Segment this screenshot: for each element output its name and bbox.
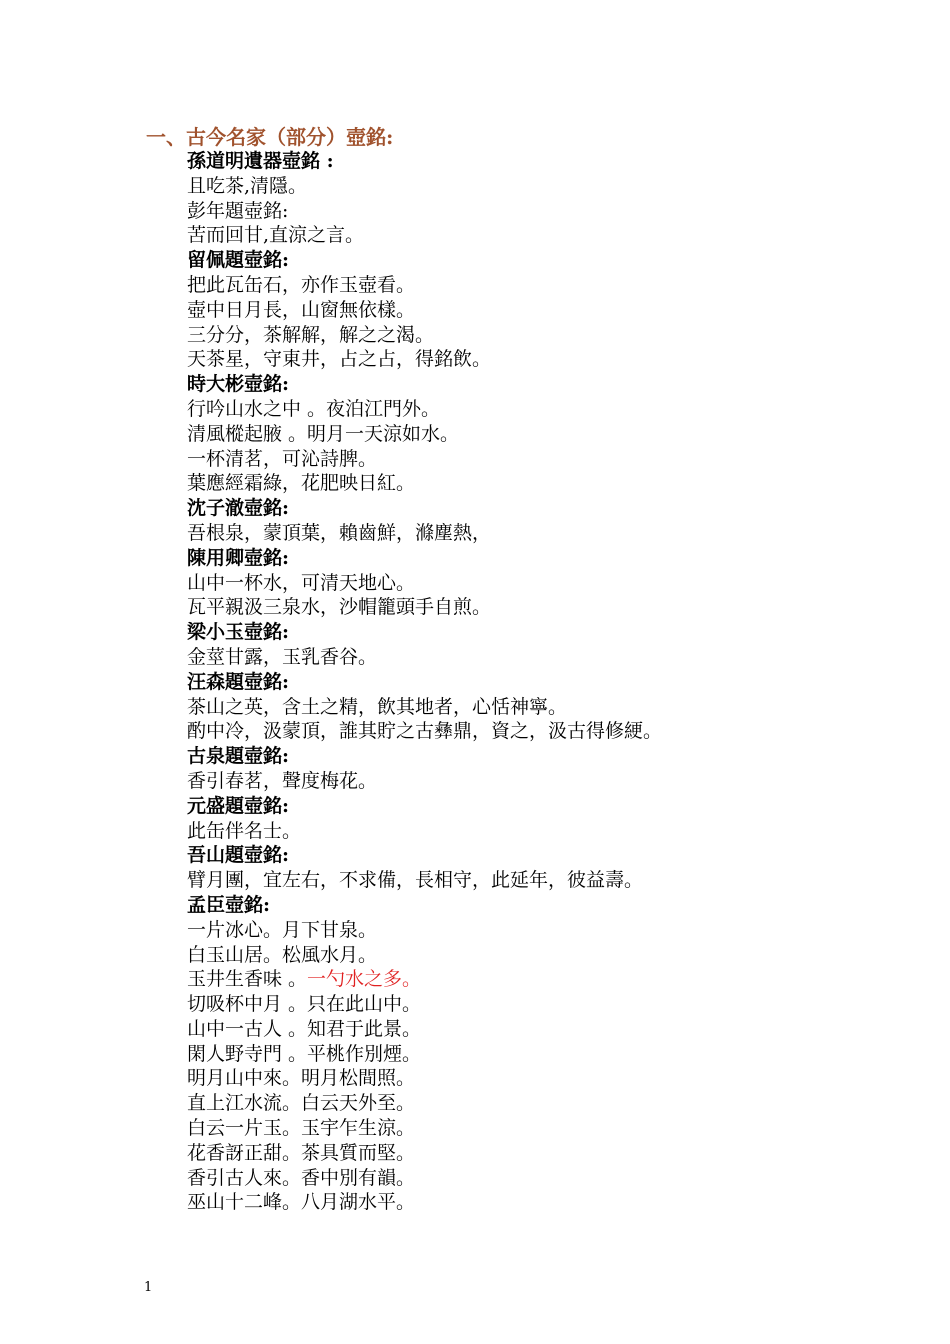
inscription-text: 山中一杯水，可清天地心。: [187, 571, 416, 594]
inscription-heading: 梁小玉壺銘:: [187, 621, 290, 644]
inscription-line: [187, 918, 927, 943]
inscription-text: 茶山之英，含土之精，飲其地者，心恬神寧。: [187, 695, 568, 718]
inscription-line: [187, 298, 927, 323]
inscription-text: 瓦平親汲三泉水，沙帽籠頭手自煎。: [187, 596, 492, 619]
inscription-text: 彭年題壺銘:: [187, 199, 289, 222]
inscription-heading: 時大彬壺銘:: [187, 373, 290, 396]
inscription-list: [187, 149, 927, 1215]
page-number: 1: [144, 1280, 153, 1295]
inscription-line: [187, 1166, 927, 1191]
inscription-heading: 沈子澈壺銘:: [187, 497, 290, 520]
inscription-text: 三分分，茶解解，解之之渴。: [187, 323, 435, 346]
inscription-line: [187, 174, 927, 199]
inscription-line: [187, 819, 927, 844]
inscription-text: 白玉山居。松風水月。: [187, 943, 378, 966]
inscription-line: [187, 1066, 927, 1091]
inscription-text: 山中一古人 。知君于此景。: [187, 1017, 422, 1040]
inscription-heading: 留佩題壺銘:: [187, 249, 290, 272]
inscription-line: [187, 273, 927, 298]
inscription-text: 把此瓦缶石，亦作玉壺看。: [187, 273, 416, 296]
inscription-text: 苦而回甘,直涼之言。: [187, 224, 365, 247]
inscription-text: 直上江水流。白云天外至。: [187, 1092, 416, 1115]
inscription-line: [187, 868, 927, 893]
inscription-heading: 孫道明遺器壺銘 :: [187, 150, 334, 172]
inscription-line: [187, 645, 927, 670]
inscription-text: 吾根泉，蒙頂葉，賴齒鮮，滌塵熱，: [187, 521, 492, 544]
inscription-text: 此缶伴名士。: [187, 819, 302, 842]
inscription-line: [187, 1017, 927, 1042]
inscription-text: 天茶星，守東井，占之占，得銘飲。: [187, 348, 492, 371]
inscription-line: [187, 1091, 927, 1116]
inscription-text: 葉應經霜綠，花肥映日紅。: [187, 472, 416, 495]
inscription-heading: 汪森題壺銘:: [187, 670, 290, 693]
inscription-line: [187, 719, 927, 744]
inscription-line: [187, 323, 927, 348]
inscription-line: [187, 1141, 927, 1166]
inscription-text: 明月山中來。明月松間照。: [187, 1067, 416, 1090]
inscription-text: 酌中冷，汲蒙頂，誰其貯之古彝鼎，資之，汲古得修綆。: [187, 720, 663, 743]
inscription-line: [187, 1042, 927, 1067]
inscription-text: 一片冰心。月下甘泉。: [187, 918, 378, 941]
section-title: 一、古今名家（部分）壺銘:: [146, 125, 394, 149]
inscription-text: 一杯清茗，可沁詩脾。: [187, 447, 378, 470]
inscription-text: 閑人野寺門 。平桃作別煙。: [187, 1042, 422, 1065]
inscription-line: [187, 422, 927, 447]
inscription-text: 白云一片玉。玉宇乍生涼。: [187, 1117, 416, 1140]
inscription-text: 金莖甘露，玉乳香谷。: [187, 645, 378, 668]
inscription-text: 行吟山水之中 。夜泊江門外。: [187, 397, 441, 420]
inscription-heading: 元盛題壺銘:: [187, 794, 290, 817]
inscription-text: 巫山十二峰。八月湖水平。: [187, 1191, 416, 1214]
inscription-heading: 古泉題壺銘:: [187, 745, 290, 768]
inscription-line: [187, 397, 927, 422]
inscription-text: 香引春茗，聲度梅花。: [187, 769, 378, 792]
inscription-line: [187, 695, 927, 720]
inscription-text: 臂月團，宜左右，不求備，長相守，此延年，彼益壽。: [187, 869, 644, 892]
inscription-text: 花香訝正甜。茶具質而堅。: [187, 1141, 416, 1164]
inscription-line: [187, 1190, 927, 1215]
inscription-line: [187, 199, 927, 224]
inscription-line: [187, 769, 927, 794]
inscription-line: [187, 447, 927, 472]
inscription-text: 且吃茶,清隱。: [187, 174, 308, 197]
highlighted-text: 一勺水之多。: [307, 968, 422, 991]
inscription-text: 清風樅起腋 。明月一天涼如水。: [187, 422, 460, 445]
inscription-line: [187, 943, 927, 968]
inscription-heading: 吾山題壺銘:: [187, 844, 290, 867]
inscription-line: [187, 992, 927, 1017]
inscription-text: 壺中日月長，山窗無依樣。: [187, 298, 416, 321]
inscription-text: 玉井生香味 。: [187, 968, 308, 991]
inscription-line: [187, 471, 927, 496]
inscription-text: 香引古人來。香中別有韻。: [187, 1166, 416, 1189]
inscription-line: [187, 595, 927, 620]
inscription-line: [187, 521, 927, 546]
inscription-line: [187, 223, 927, 248]
inscription-text: 切吸杯中月 。只在此山中。: [187, 993, 422, 1016]
inscription-line: [187, 347, 927, 372]
inscription-line: [187, 571, 927, 596]
inscription-heading: 孟臣壺銘:: [187, 893, 271, 916]
inscription-line: [187, 967, 927, 992]
inscription-line: [187, 1116, 927, 1141]
inscription-heading: 陳用卿壺銘:: [187, 546, 290, 569]
